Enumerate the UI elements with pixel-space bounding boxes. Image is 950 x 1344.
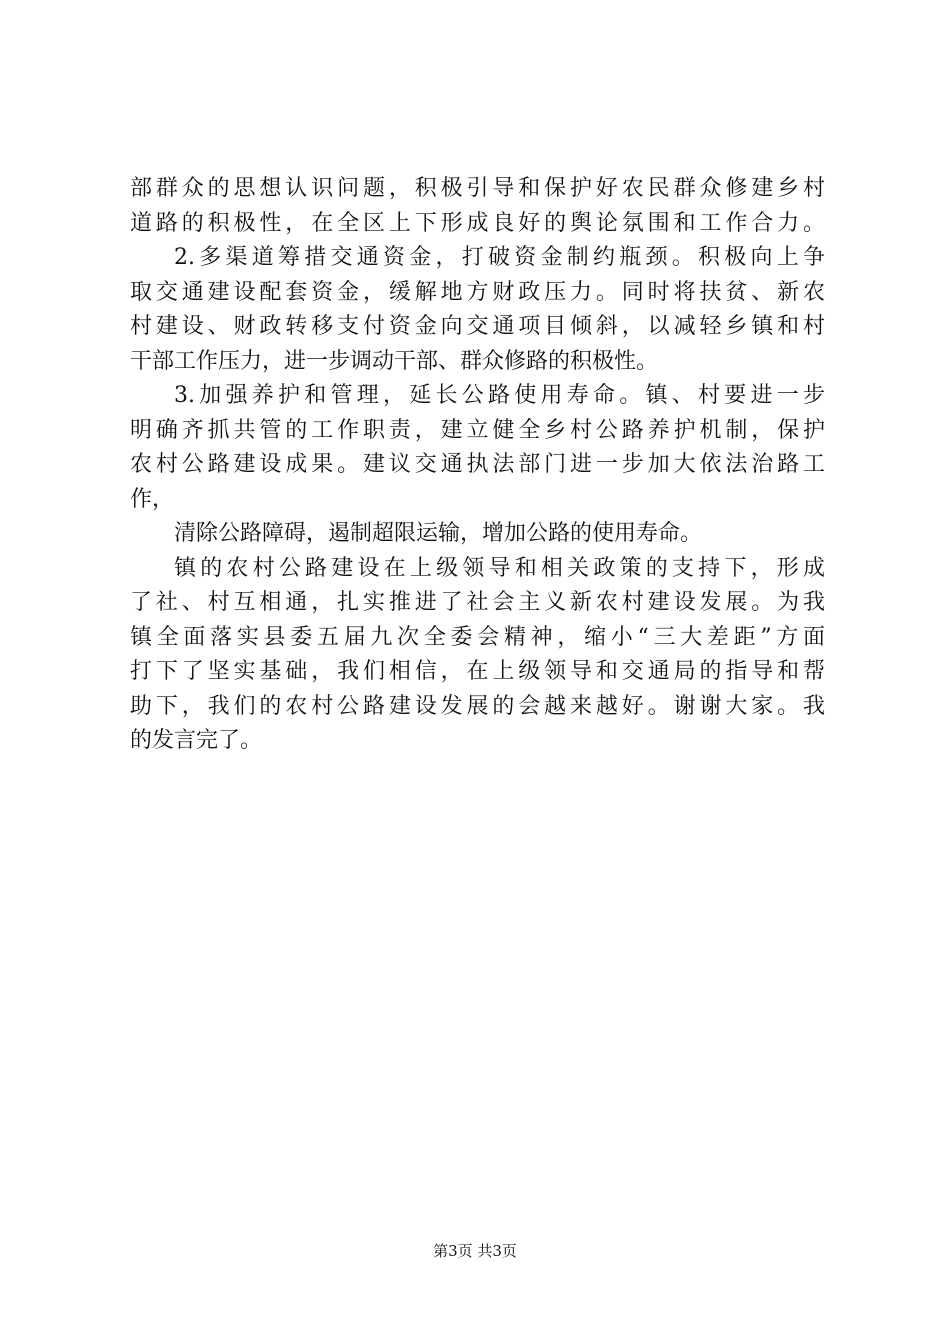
text-line: 干部工作压力，进一步调动干部、群众修路的积极性。 (130, 348, 659, 374)
text-line: 镇的农村公路建设在上级领导和相关政策的支持下，形成 (174, 555, 825, 581)
page-number: 第3页 共3页 (433, 1242, 517, 1260)
text-line: 取交通建设配套资金，缓解地方财政压力。同时将扶贫、新农 (130, 279, 825, 305)
text-line: 清除公路障碍，遏制超限运输，增加公路的使用寿命。 (174, 521, 703, 546)
text-line: 明确齐抓共管的工作职责，建立健全乡村公路养护机制，保护 (130, 417, 825, 443)
text-line: 农村公路建设成果。建议交通执法部门进一步加大依法治路工 (130, 452, 825, 477)
text-line: 部群众的思想认识问题，积极引导和保护好农民群众修建乡村 (130, 176, 825, 201)
text-line: 打下了坚实基础，我们相信，在上级领导和交通局的指导和帮 (130, 659, 825, 684)
text-line: 助下，我们的农村公路建设发展的会越来越好。谢谢大家。我 (130, 693, 825, 719)
text-line: 的发言完了。 (130, 728, 263, 753)
text-line: 2.多渠道筹措交通资金，打破资金制约瓶颈。积极向上争 (174, 245, 825, 270)
body-text (130, 172, 825, 759)
text-line: 3.加强养护和管理，延长公路使用寿命。镇、村要进一步 (174, 383, 825, 408)
text-line: 道路的积极性，在全区上下形成良好的舆论氛围和工作合力。 (130, 210, 825, 236)
text-line: 村建设、财政转移支付资金向交通项目倾斜，以减轻乡镇和村 (130, 314, 825, 339)
text-line: 了社、村互相通，扎实推进了社会主义新农村建设发展。为我 (130, 590, 825, 615)
text-line: 作， (130, 486, 175, 512)
text-line: 镇全面落实县委五届九次全委会精神，缩小“三大差距”方面 (130, 624, 825, 650)
